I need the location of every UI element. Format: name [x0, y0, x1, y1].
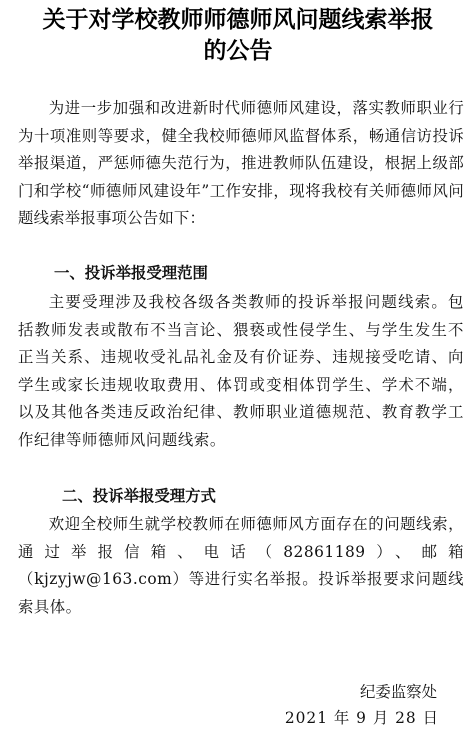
- section1-body: 主要受理涉及我校各级各类教师的投诉举报问题线索。包括教师发表或散布不当言论、猥亵或性侵学生、与学生发生不正当关系、违规收受礼品礼金及有价证券、违规接受吃请、向学生或家长违规收取费用、体罚或变相体罚学生、学术不端，以及其他各类违反政治纪律、教师职业道德规范、教育教学工作纪律等师德师风问题线索。: [18, 293, 464, 449]
- document-title-line1: 关于对学校教师师德师风问题线索举报: [42, 7, 434, 33]
- section2-heading: 二、投诉举报受理方式: [62, 487, 216, 505]
- intro-paragraph: 为进一步加强和改进新时代师德师风建设，落实教师职业行为十项准则等要求，健全我校师德师风监督体系，畅通信访投诉举报渠道，严惩师德失范行为，推进教师队伍建设，根据上级部门和学校“师德师风建设年”工作安排，现将我校有关师德师风问题线索举报事项公告如下：: [18, 99, 464, 228]
- section1-heading: 一、投诉举报受理范围: [54, 264, 208, 282]
- section2-body: 欢迎全校师生就学校教师在师德师风方面存在的问题线索，通过举报信箱、电话（82861189）、邮箱（kjzyjw@163.com）等进行实名举报。投诉举报要求问题线索具体。: [18, 515, 464, 616]
- document-title-line2: 的公告: [203, 38, 273, 64]
- signature-org: 纪委监察处: [360, 683, 437, 701]
- signature-date: 2021 年 9 月 28 日: [284, 709, 439, 727]
